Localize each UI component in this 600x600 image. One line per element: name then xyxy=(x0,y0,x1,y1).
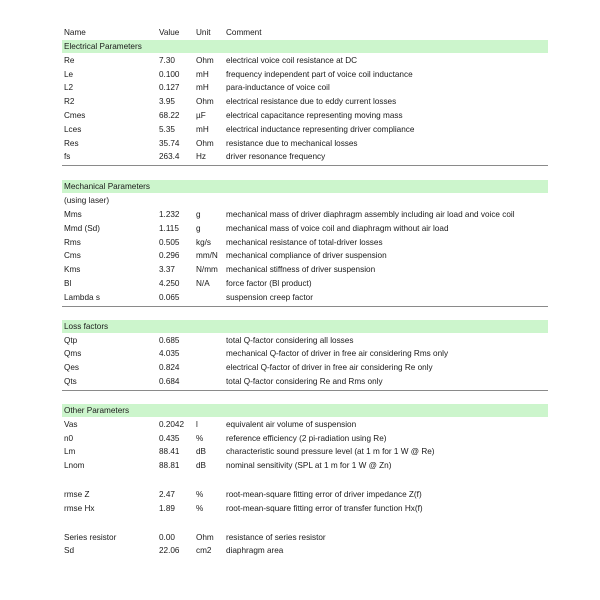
param-value: 0.824 xyxy=(159,363,180,373)
mechanical-subtitle xyxy=(62,194,548,208)
param-value: 22.06 xyxy=(159,546,180,556)
param-name: Cms xyxy=(64,251,81,261)
param-comment: nominal sensitivity (SPL at 1 m for 1 W @ Zn) xyxy=(226,461,392,471)
param-value: 0.505 xyxy=(159,237,180,247)
param-comment: electrical Q-factor of driver in free air considering Re only xyxy=(226,363,433,373)
param-value: 0.296 xyxy=(159,251,180,261)
param-value: 7.30 xyxy=(159,55,175,65)
param-name: Vas xyxy=(64,419,78,429)
param-value: 88.81 xyxy=(159,461,180,471)
param-unit: % xyxy=(196,503,204,513)
fit-rows xyxy=(62,488,548,516)
param-comment: diaphragm area xyxy=(226,546,284,556)
table-row xyxy=(62,236,548,250)
param-name: Qes xyxy=(64,363,80,373)
param-comment: mechanical stiffness of driver suspension xyxy=(226,265,376,275)
table-row xyxy=(62,445,548,459)
table-row xyxy=(62,95,548,109)
param-name: Sd xyxy=(64,546,75,556)
param-unit: g xyxy=(196,209,201,219)
param-value: 5.35 xyxy=(159,124,175,134)
param-unit: N/A xyxy=(196,278,210,288)
param-unit: dB xyxy=(196,461,207,471)
table-row xyxy=(62,263,548,277)
table-row xyxy=(62,418,548,432)
param-name: Res xyxy=(64,138,79,148)
param-unit: cm2 xyxy=(196,546,212,556)
table-row xyxy=(62,208,548,222)
param-name: Mms xyxy=(64,209,82,219)
table-row xyxy=(62,68,548,82)
table-row xyxy=(62,347,548,361)
table-row xyxy=(62,334,548,348)
param-unit: mm/N xyxy=(196,251,218,261)
param-unit: Ohm xyxy=(196,138,214,148)
param-comment: resistance due to mechanical losses xyxy=(226,138,358,148)
param-unit: N/mm xyxy=(196,265,218,275)
table-row xyxy=(62,291,548,305)
param-comment: driver resonance frequency xyxy=(226,152,326,162)
header-value: Value xyxy=(159,28,180,37)
param-value: 3.37 xyxy=(159,265,175,275)
table-row xyxy=(62,150,548,164)
param-value: 0.00 xyxy=(159,532,175,542)
param-value: 0.435 xyxy=(159,433,180,443)
param-value: 2.47 xyxy=(159,489,175,499)
param-unit: mH xyxy=(196,83,209,93)
param-name: fs xyxy=(64,152,71,162)
param-unit: l xyxy=(196,419,198,429)
param-value: 68.22 xyxy=(159,110,180,120)
param-name: Kms xyxy=(64,265,81,275)
section-title-mechanical: Mechanical Parameters xyxy=(62,180,548,193)
table-row xyxy=(62,137,548,151)
param-value: 1.232 xyxy=(159,209,180,219)
param-comment: electrical voice coil resistance at DC xyxy=(226,55,358,65)
param-value: 35.74 xyxy=(159,138,180,148)
param-name: Qts xyxy=(64,376,77,386)
header-comment: Comment xyxy=(226,28,262,37)
param-unit: Ohm xyxy=(196,532,214,542)
param-value: 0.684 xyxy=(159,376,180,386)
param-name: Lnom xyxy=(64,461,85,471)
param-name: rmse Z xyxy=(64,489,90,499)
section-title-loss: Loss factors xyxy=(62,320,548,333)
param-value: 0.685 xyxy=(159,335,180,345)
mechanical-subtitle-text: (using laser) xyxy=(64,196,110,206)
param-value: 88.41 xyxy=(159,447,180,457)
param-comment: root-mean-square fitting error of transfer function Hx(f) xyxy=(226,503,423,513)
param-value: 1.89 xyxy=(159,503,175,513)
param-comment: mechanical mass of voice coil and diaphragm without air load xyxy=(226,223,449,233)
param-comment: mechanical resistance of total-driver losses xyxy=(226,237,383,247)
param-unit: % xyxy=(196,489,204,499)
param-value: 3.95 xyxy=(159,97,175,107)
param-name: R2 xyxy=(64,97,75,107)
param-unit: µF xyxy=(196,110,206,120)
param-name: Le xyxy=(64,69,74,79)
param-comment: resistance of series resistor xyxy=(226,532,326,542)
param-unit: Ohm xyxy=(196,55,214,65)
param-unit: Ohm xyxy=(196,97,214,107)
param-name: rmse Hx xyxy=(64,503,95,513)
param-value: 0.127 xyxy=(159,83,180,93)
table-row xyxy=(62,531,548,545)
param-name: Lces xyxy=(64,124,82,134)
param-value: 0.2042 xyxy=(159,419,185,429)
param-value: 4.035 xyxy=(159,349,180,359)
table-header-row xyxy=(62,26,548,40)
param-name: Rms xyxy=(64,237,81,247)
param-name: Lambda s xyxy=(64,292,100,302)
section-title-electrical: Electrical Parameters xyxy=(62,40,548,53)
electrical-rows xyxy=(62,54,548,164)
loss-rows xyxy=(62,334,548,389)
param-value: 263.4 xyxy=(159,152,180,162)
param-comment: force factor (Bl product) xyxy=(226,278,312,288)
table-row xyxy=(62,81,548,95)
param-comment: equivalent air volume of suspension xyxy=(226,419,357,429)
param-comment: total Q-factor considering Re and Rms only xyxy=(226,376,383,386)
param-name: Lm xyxy=(64,447,76,457)
param-comment: reference efficiency (2 pi-radiation using Re) xyxy=(226,433,387,443)
table-row xyxy=(62,277,548,291)
param-comment: mechanical Q-factor of driver in free air considering Rms only xyxy=(226,349,449,359)
table-row xyxy=(62,222,548,236)
param-comment: electrical resistance due to eddy current losses xyxy=(226,97,397,107)
param-value: 0.065 xyxy=(159,292,180,302)
param-name: L2 xyxy=(64,83,74,93)
param-unit: % xyxy=(196,433,204,443)
param-value: 4.250 xyxy=(159,278,180,288)
other-rows xyxy=(62,418,548,473)
mechanical-rows xyxy=(62,208,548,305)
table-row xyxy=(62,375,548,389)
param-name: Qms xyxy=(64,349,82,359)
table-row xyxy=(62,109,548,123)
table-row xyxy=(62,502,548,516)
param-unit: kg/s xyxy=(196,237,212,247)
param-comment: frequency independent part of voice coil inductance xyxy=(226,69,413,79)
param-name: Bl xyxy=(64,278,72,288)
param-value: 0.100 xyxy=(159,69,180,79)
table-row xyxy=(62,123,548,137)
section-title-other: Other Parameters xyxy=(62,404,548,417)
param-comment: electrical capacitance representing moving mass xyxy=(226,110,403,120)
param-unit: Hz xyxy=(196,152,207,162)
table-row xyxy=(62,459,548,473)
table-row xyxy=(62,361,548,375)
table-row xyxy=(62,488,548,502)
header-unit: Unit xyxy=(196,28,211,37)
param-comment: root-mean-square fitting error of driver impedance Z(f) xyxy=(226,489,422,499)
param-unit: dB xyxy=(196,447,207,457)
param-comment: mechanical mass of driver diaphragm assembly including air load and voice coil xyxy=(226,209,515,219)
param-name: Series resistor xyxy=(64,532,117,542)
param-unit: mH xyxy=(196,69,209,79)
param-comment: characteristic sound pressure level (at 1 m for 1 W @ Re) xyxy=(226,447,435,457)
param-name: Re xyxy=(64,55,75,65)
param-value: 1.115 xyxy=(159,223,179,233)
param-comment: mechanical compliance of driver suspension xyxy=(226,251,387,261)
param-name: Mmd (Sd) xyxy=(64,223,100,233)
param-name: Qtp xyxy=(64,335,78,345)
table-row xyxy=(62,432,548,446)
param-comment: suspension creep factor xyxy=(226,292,313,302)
param-name: n0 xyxy=(64,433,74,443)
param-unit: mH xyxy=(196,124,209,134)
param-name: Cmes xyxy=(64,110,86,120)
header-name: Name xyxy=(64,28,86,37)
misc-rows xyxy=(62,531,548,559)
table-row xyxy=(62,249,548,263)
param-comment: para-inductance of voice coil xyxy=(226,83,330,93)
param-comment: electrical inductance representing driver compliance xyxy=(226,124,415,134)
table-row xyxy=(62,54,548,68)
parameter-table xyxy=(62,26,548,558)
param-comment: total Q-factor considering all losses xyxy=(226,335,354,345)
param-unit: g xyxy=(196,223,201,233)
table-row xyxy=(62,544,548,558)
